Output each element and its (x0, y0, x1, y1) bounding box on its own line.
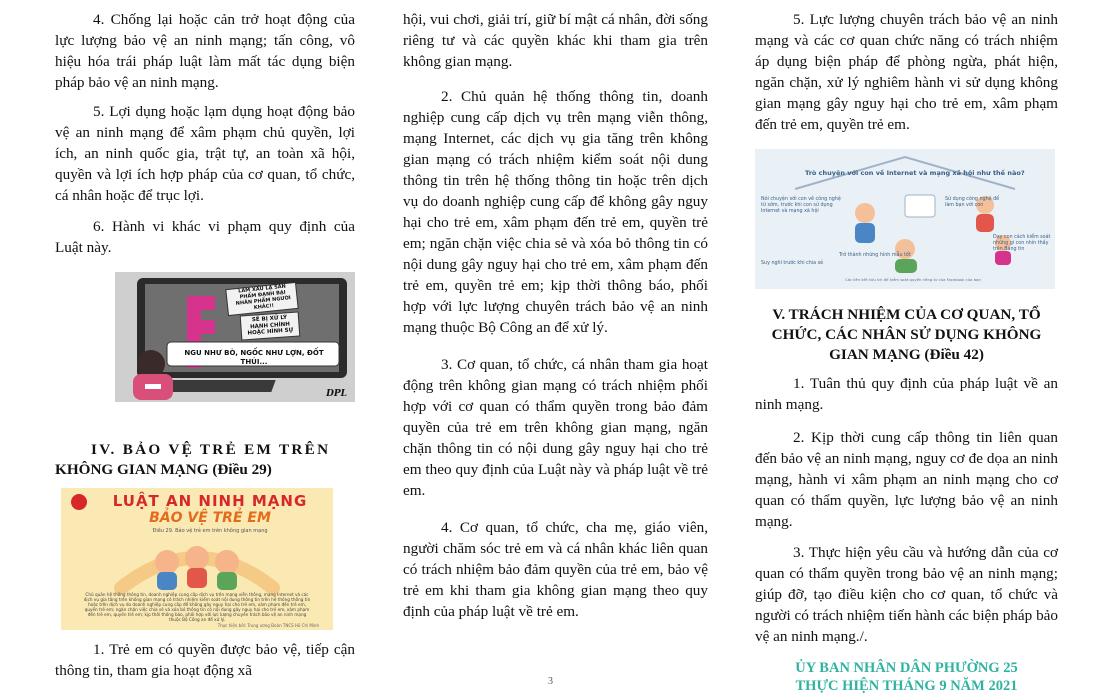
paragraph-col2-3: 3. Cơ quan, tổ chức, cá nhân tham gia hoạt động trên không gian mạng có trách nhiệm phối hợp với cơ quan có thẩm quyền trong bảo đảm quyền của trẻ em trên không gian mạng, ngăn chặn thông tin có nội dung gây nguy hại cho trẻ em theo quy định của Luật này và pháp luật về trẻ em. (403, 356, 708, 499)
poster-title: LUẬT AN NINH MẠNG (112, 492, 308, 510)
section-heading-iv (55, 440, 355, 480)
infographic-title: Trò chuyện với con về Internet và mạng xã hội như thế nào? (805, 169, 1025, 177)
parenting-infographic (755, 149, 1055, 289)
cartoon-speech-bubble: NGU NHƯ BÒ, NGỐC NHƯ LỢN, ĐỐT THÚI... (184, 349, 324, 366)
paragraph-col2-2: 2. Chủ quản hệ thống thông tin, doanh nghiệp cung cấp dịch vụ trên mạng viễn thông, mạng Internet, các dịch vụ gia tăng trên không gian mạng có trách nhiệm kiểm soát nội dung thông tin trên hệ thống thông tin hoặc trên dịch vụ do doanh nghiệp cung cấp để không gây nguy hại cho trẻ em, xâm phạm đến trẻ em, quyền trẻ em; ngăn chặn việc chia sẻ và xóa bỏ thông tin có nội dung gây nguy hại cho trẻ em, xâm phạm đến trẻ em, quyền trẻ em; kịp thời thông báo, phối hợp với lực lượng chuyên trách bảo vệ an ninh mạng thuộc Bộ Công an để xử lý. (403, 88, 708, 336)
paragraph-col1-1: 1. Trẻ em có quyền được bảo vệ, tiếp cận thông tin, tham gia hoạt động xã (55, 641, 355, 679)
infographic-bubble-1: Nói chuyện với con về công nghệ từ sớm, trước khi con sử dụng Internet và mạng xã hội (761, 197, 841, 214)
paragraph-col2-continued: hội, vui chơi, giải trí, giữ bí mật cá nhân, đời sống riêng tư và các quyền khác khi tham gia trên không gian mạng. (403, 11, 708, 70)
poster-footer: Thực hiện bởi: Trung ương Đoàn TNCS Hồ Chí Minh (217, 623, 319, 628)
issue-date-line: THỰC HIỆN THÁNG 9 NĂM 2021 (795, 678, 1018, 694)
page-number: 3 (548, 676, 553, 687)
cartoon-sign-1: LÀM XẤU LẠ SẢN PHẨM ĐANH BẠI NHÂN PHẨM NGƯỜI KHÁC!! (235, 283, 292, 311)
section-heading-iv-rest: KHÔNG GIAN MẠNG (Điều 29) (55, 461, 272, 478)
infographic-footer: Các liên kết hữu ích để kiểm soát quyền riêng tư của Facebook của bạn (845, 277, 981, 282)
cartoon-signature: DPL (326, 389, 347, 399)
paragraph-col1-6: 6. Hành vi khác vi phạm quy định của Luật này. (55, 218, 355, 256)
paragraph-col3-3: 3. Thực hiện yêu cầu và hướng dẫn của cơ quan có thẩm quyền trong bảo vệ an ninh mạng; giúp đỡ, tạo điều kiện cho cơ quan, tổ chức và người có trách nhiệm tiến hành các biện pháp bảo vệ an ninh mạng./. (755, 544, 1058, 645)
section-heading-v: V. TRÁCH NHIỆM CỦA CƠ QUAN, TỔ CHỨC, CÁC NHÂN SỬ DỤNG KHÔNG GIAN MẠNG (Điều 42) (771, 306, 1042, 363)
infographic-bubble-4: Trở thành những hình mẫu tốt (839, 253, 911, 258)
cartoon-illustration (115, 272, 355, 402)
cartoon-sign-2: SẼ BỊ XỬ LÝ HÀNH CHÍNH HOẶC HÌNH SỰ (247, 314, 294, 337)
section-heading-iv-lead: IV. BẢO VỆ TRẺ EM TRÊN (91, 441, 331, 458)
paragraph-col2-4: 4. Cơ quan, tổ chức, cha mẹ, giáo viên, người chăm sóc trẻ em và cá nhân khác liên quan có trách nhiệm bảo đảm quyền của trẻ em, bảo vệ trẻ em khi tham gia không gian mạng theo quy định của pháp luật về trẻ em. (403, 519, 708, 620)
poster-body: Chủ quản hệ thống thông tin, doanh nghiệp cung cấp dịch vụ trên mạng viễn thông, mạng Internet và các dịch vụ gia tăng trên không gian mạng có trách nhiệm kiểm soát nội dung thông tin trên hệ thống thông tin hoặc trên dịch vụ do doanh nghiệp cung cấp để không gây nguy hại cho trẻ em, xâm phạm đến trẻ em, quyền trẻ em; ngăn chặn việc chia sẻ và xóa bỏ thông tin có nội dung gây nguy hại cho trẻ em, xâm phạm đến trẻ em, quyền trẻ em; kịp thời thông báo, phối hợp với lực lượng chuyên trách bảo vệ an ninh mạng thuộc Bộ Công an để xử lý. (83, 592, 311, 622)
child-protection-poster (61, 488, 333, 630)
issuer-line: ỦY BAN NHÂN DÂN PHƯỜNG 25 (795, 660, 1018, 676)
paragraph-col1-5: 5. Lợi dụng hoặc lạm dụng hoạt động bảo vệ an ninh mạng để xâm phạm chủ quyền, lợi ích, an ninh quốc gia, trật tự, an toàn xã hội, quyền và lợi ích hợp pháp của cơ quan, tổ chức, cá nhân hoặc để trục lợi. (55, 103, 355, 204)
column-3 (755, 0, 1058, 695)
infographic-bubble-2: Sử dụng công nghệ để làm bạn với con (945, 197, 1000, 208)
poster-subtitle: BẢO VỆ TRẺ EM (149, 510, 271, 526)
infographic-bubble-3: Dạy con cách kiểm soát những gì con nhìn thấy trên Bảng tin (993, 235, 1051, 252)
infographic-bubble-5: Suy nghĩ trước khi chia sẻ (761, 261, 824, 266)
paragraph-col3-1: 1. Tuân thủ quy định của pháp luật về an ninh mạng. (755, 375, 1058, 413)
column-1 (55, 0, 355, 681)
column-2 (403, 0, 708, 622)
paragraph-col3-5: 5. Lực lượng chuyên trách bảo vệ an ninh mạng và các cơ quan chức năng có trách nhiệm áp dụng biện pháp để phòng ngừa, phát hiện, ngăn chặn, xử lý nghiêm hành vi sử dụng không gian mạng gây nguy hại cho trẻ em, xâm phạm đến trẻ em, quyền trẻ em. (755, 11, 1058, 133)
paragraph-col1-4: 4. Chống lại hoặc cản trở hoạt động của lực lượng bảo vệ an ninh mạng; tấn công, vô hiệu hóa trái pháp luật làm mất tác dụng biện pháp bảo vệ an ninh mạng. (55, 11, 355, 91)
paragraph-col3-2: 2. Kịp thời cung cấp thông tin liên quan đến bảo vệ an ninh mạng, nguy cơ đe dọa an ninh mạng, hành vi xâm phạm an ninh mạng cho cơ quan có thẩm quyền, lực lượng bảo vệ an ninh mạng. (755, 429, 1058, 530)
poster-caption: Điều 29. Bảo vệ trẻ em trên không gian mạng (152, 528, 268, 534)
